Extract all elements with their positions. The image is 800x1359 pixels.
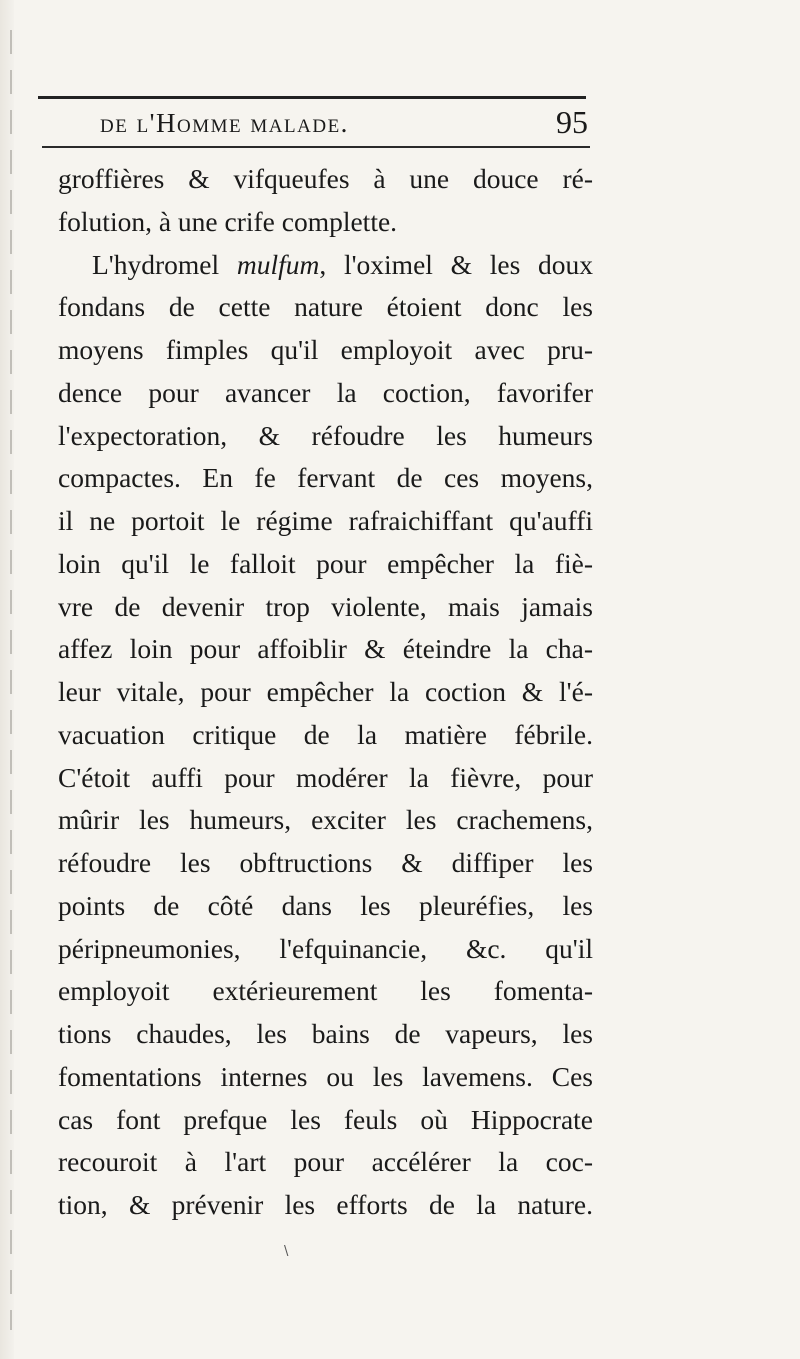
text-line bbox=[58, 415, 593, 458]
text-line-segment: compactes. En fe fervant de ces moyens, bbox=[58, 462, 593, 494]
header-bottom-rule bbox=[42, 146, 590, 148]
text-line-segment: fondans de cette nature étoient donc les bbox=[58, 291, 593, 323]
text-line-segment: C'étoit auffi pour modérer la fièvre, pour bbox=[58, 761, 593, 793]
text-line-segment: cas font prefque les feuls où Hippocrate bbox=[58, 1103, 593, 1135]
text-line-segment: tion, & prévenir les efforts de la nature. bbox=[58, 1189, 593, 1220]
text-line-segment: moyens fimples qu'il employoit avec pru- bbox=[58, 334, 593, 365]
page-gutter-edge bbox=[0, 0, 14, 1359]
text-line-segment: groffières & vifqueufes à une douce ré- bbox=[58, 163, 593, 194]
text-line bbox=[58, 329, 593, 372]
text-line bbox=[58, 1141, 593, 1184]
text-line-segment: folution, à une crife complette. bbox=[58, 205, 398, 237]
text-line bbox=[58, 799, 593, 842]
text-line-segment: leur vitale, pour empêcher la coction & l'é- bbox=[58, 676, 593, 707]
text-line-segment: points de côté dans les pleuréfies, les bbox=[58, 889, 593, 921]
header-top-rule bbox=[38, 96, 586, 99]
text-line-segment: péripneumonies, l'efquinancie, &c. qu'il bbox=[58, 932, 593, 964]
text-line bbox=[58, 457, 593, 500]
text-line bbox=[58, 671, 593, 714]
text-line-segment: tions chaudes, les bains de vapeurs, les bbox=[58, 1018, 593, 1049]
text-line bbox=[58, 244, 593, 287]
text-line bbox=[58, 842, 593, 885]
text-line-segment: dence pour avancer la coction, favorifer bbox=[58, 376, 593, 408]
text-line bbox=[58, 158, 593, 201]
page-number: 95 bbox=[556, 104, 588, 140]
text-line-segment: , l'oximel & les doux bbox=[319, 248, 593, 280]
text-line bbox=[58, 586, 593, 629]
italic-term: mulfum bbox=[236, 248, 320, 280]
text-line-segment: recouroit à l'art pour accélérer la coc- bbox=[58, 1146, 593, 1178]
running-head bbox=[100, 108, 540, 139]
text-line-segment: fomentations internes ou les lavemens. Ces bbox=[58, 1060, 593, 1092]
text-line bbox=[58, 543, 593, 586]
body-text bbox=[58, 158, 593, 1227]
text-line bbox=[58, 1184, 593, 1227]
text-line bbox=[58, 757, 593, 800]
text-line-segment: vacuation critique de la matière fébrile. bbox=[58, 718, 593, 750]
text-line bbox=[58, 885, 593, 928]
text-line bbox=[58, 1056, 593, 1099]
text-line bbox=[58, 970, 593, 1013]
text-line-segment: réfoudre les obftructions & diffiper les bbox=[58, 847, 593, 878]
text-line bbox=[58, 201, 593, 244]
text-line-segment: vre de devenir trop violente, mais jamais bbox=[58, 590, 593, 622]
text-line-segment: L'hydromel bbox=[92, 248, 237, 280]
text-line-segment: affez loin pour affoiblir & éteindre la cha- bbox=[58, 633, 593, 665]
text-line bbox=[58, 1099, 593, 1142]
text-line-segment: il ne portoit le régime rafraichiffant qu'auffi bbox=[58, 505, 593, 536]
text-line-segment: mûrir les humeurs, exciter les crachemens, bbox=[58, 804, 593, 836]
text-line bbox=[58, 372, 593, 415]
text-line bbox=[58, 286, 593, 329]
text-line-segment: loin qu'il le falloit pour empêcher la fiè- bbox=[58, 547, 593, 579]
text-line-segment: l'expectoration, & réfoudre les humeurs bbox=[58, 419, 593, 451]
text-line bbox=[58, 1013, 593, 1056]
text-line bbox=[58, 628, 593, 671]
running-head-title: de l'Homme malade. bbox=[100, 108, 349, 138]
text-line-segment: employoit extérieurement les fomenta- bbox=[58, 975, 593, 1007]
stray-ink-mark: \ bbox=[284, 1244, 289, 1259]
text-line bbox=[58, 500, 593, 543]
text-line bbox=[58, 928, 593, 971]
text-line bbox=[58, 714, 593, 757]
